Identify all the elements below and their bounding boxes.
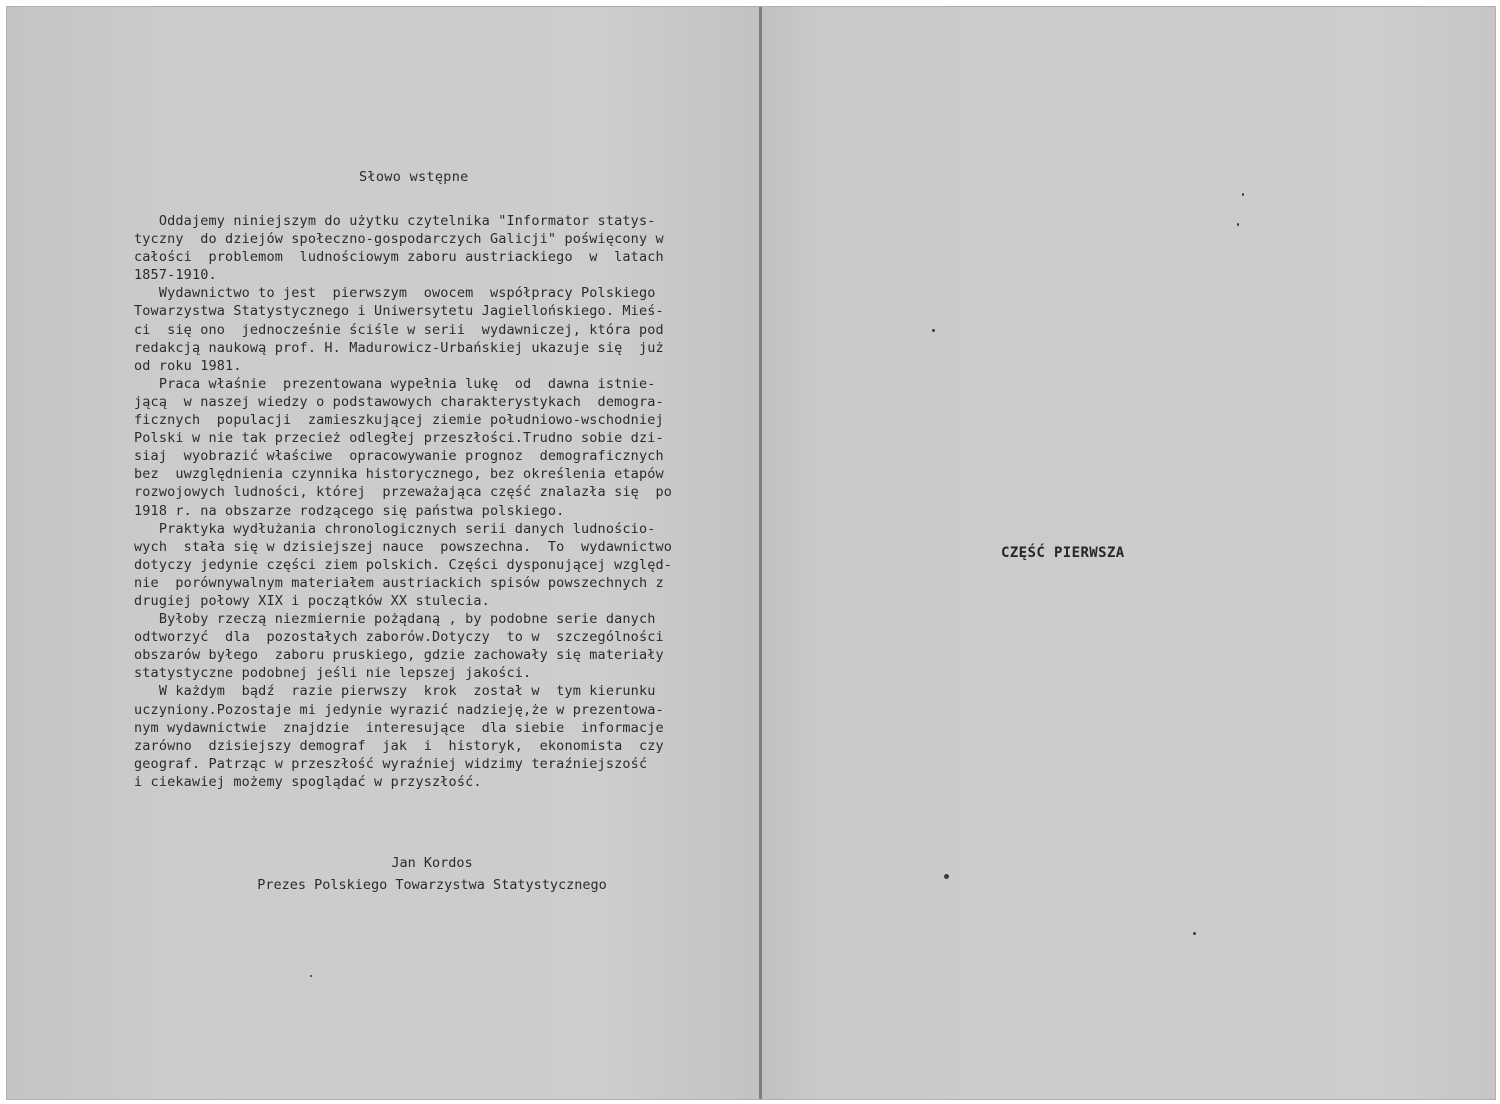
body-line: ficznych populacji zamieszkującej ziemie południowo-wschodniej [134,412,664,429]
body-line: Wydawnictwo to jest pierwszym owocem współpracy Polskiego [134,285,656,302]
section-heading: CZĘŚĆ PIERWSZA [1001,545,1125,561]
paper-speck [944,874,949,879]
body-line: tyczny do dziejów społeczno-gospodarczych Galicji" poświęcony w [134,231,664,248]
body-line: 1857-1910. [134,267,217,284]
paper-speck [1193,932,1196,935]
body-line: jącą w naszej wiedzy o podstawowych charakterystykach demogra- [134,393,664,410]
body-line: statystyczne podobnej jeśli nie lepszej jakości. [134,665,532,682]
body-line: całości problemom ludnościowym zaboru austriackiego w latach [134,249,664,266]
body-line: od roku 1981. [134,357,242,374]
foreword-body [134,212,734,791]
body-line: Oddajemy niniejszym do użytku czytelnika "Informator statys- [134,213,656,229]
body-line: Polski w nie tak przecież odległej przeszłości.Trudno sobie dzi- [134,430,664,447]
body-line: W każdym bądź razie pierwszy krok został w tym kierunku [134,683,656,700]
body-line: drugiej połowy XIX i początków XX stulecia. [134,592,490,609]
body-line: uczyniony.Pozostaje mi jedynie wyrazić nadzieję,że w prezentowa- [134,701,664,718]
paper-speck [932,329,935,332]
body-line: 1918 r. na obszarze rodzącego się państwa polskiego. [134,502,565,519]
paper-speck [1237,223,1239,226]
body-line: nym wydawnictwie znajdzie interesujące dla siebie informacje [134,719,664,736]
left-page [7,7,759,1099]
body-line: geograf. Patrząc w przeszłość wyraźniej widzimy teraźniejszość [134,755,648,772]
body-line: wych stała się w dzisiejszej nauce powszechna. To wydawnictwo [134,538,673,555]
page-title: Słowo wstępne [359,169,469,185]
paper-speck [1242,193,1244,196]
body-line: obszarów byłego zaboru pruskiego, gdzie zachowały się materiały [134,647,664,664]
body-line: ci się ono jednocześnie ściśle w serii wydawniczej, która pod [134,321,664,338]
book-spread [6,6,1496,1100]
body-line: dotyczy jedynie części ziem polskich. Części dysponującej względ- [134,556,673,573]
signature-title: Prezes Polskiego Towarzystwa Statystycznego [257,877,607,893]
body-line: Praca właśnie prezentowana wypełnia lukę od dawna istnie- [134,375,656,392]
body-line: rozwojowych ludności, której przeważająca część znalazła się po [134,484,673,501]
body-line: bez uwzględnienia czynnika historycznego, bez określenia etapów [134,466,664,483]
body-line: zarówno dzisiejszy demograf jak i historyk, ekonomista czy [134,737,664,754]
signature-name: Jan Kordos [391,855,473,871]
body-line: i ciekawiej możemy spoglądać w przyszłość. [134,773,482,790]
body-line: redakcją naukową prof. H. Madurowicz-Urbańskiej ukazuje się już [134,339,664,356]
body-line: Byłoby rzeczą niezmiernie pożądaną , by podobne serie danych [134,611,656,628]
right-page [762,7,1495,1099]
body-line: nie porównywalnym materiałem austriackich spisów powszechnych z [134,574,664,591]
body-line: siaj wyobrazić właściwe opracowywanie prognoz demograficznych [134,448,664,465]
signature-block [207,852,657,896]
body-line: odtworzyć dla pozostałych zaborów.Dotyczy to w szczególności [134,629,664,646]
body-line: Towarzystwa Statystycznego i Uniwersytetu Jagiellońskiego. Mieś- [134,303,664,320]
body-line: Praktyka wydłużania chronologicznych serii danych ludnościo- [134,520,656,537]
paper-speck [310,975,312,977]
